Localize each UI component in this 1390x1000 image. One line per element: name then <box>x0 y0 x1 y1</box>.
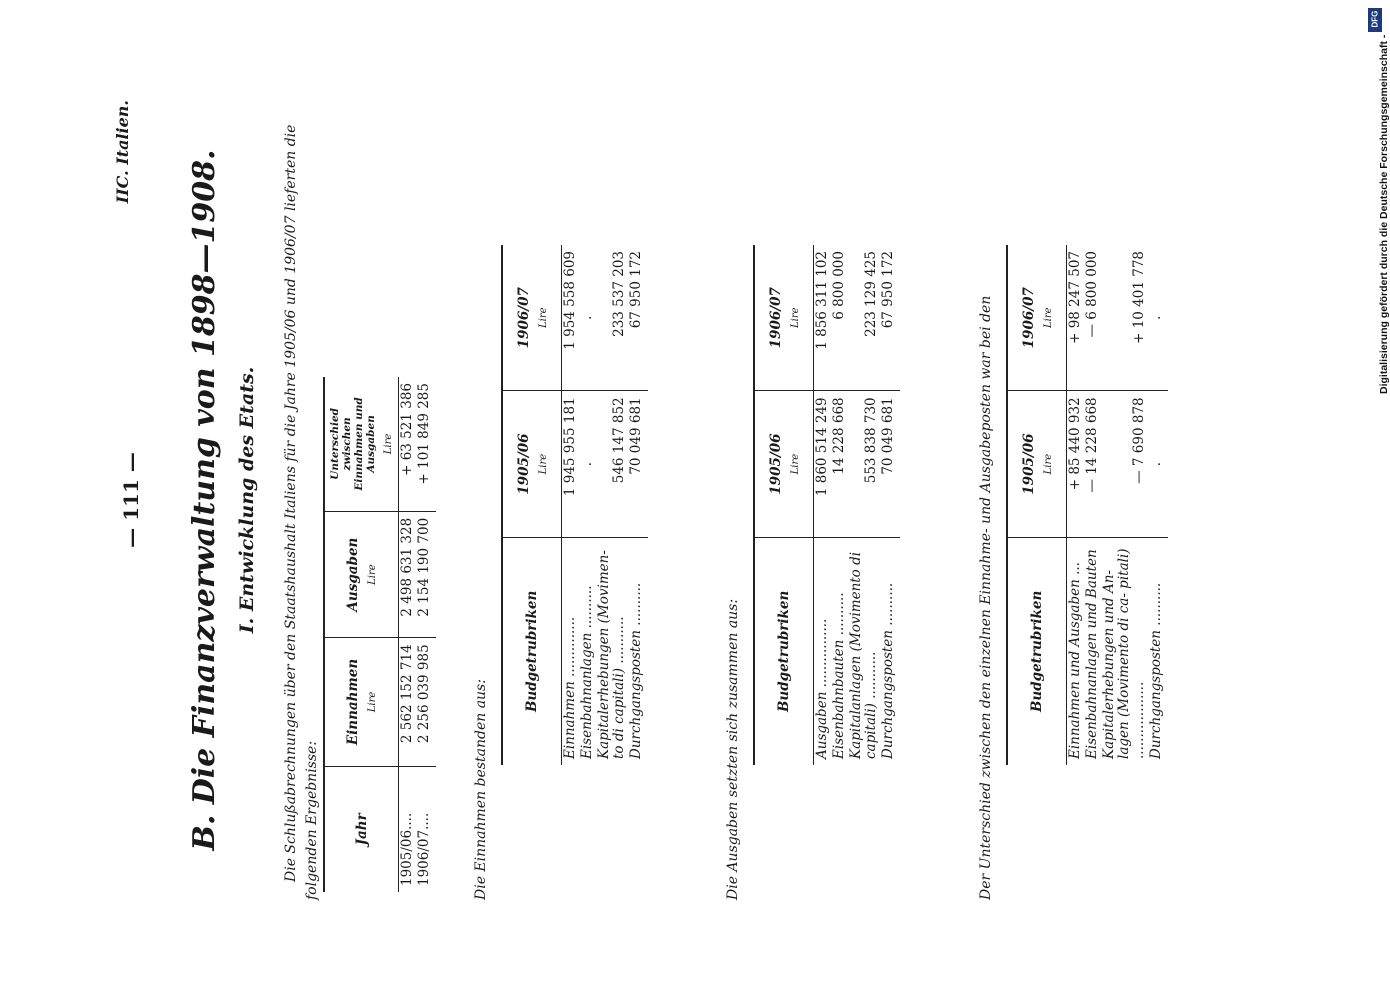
page-subtitle: I. Entwicklung des Etats. <box>236 366 258 634</box>
col-header-budget: Budgetrubriken <box>754 537 814 765</box>
table-row: 1905/06.... 2 562 152 714 2 498 631 328 + 63 521 386 <box>399 377 417 892</box>
dfg-credit-text: Digitalisierung gefördert durch die Deutsche Forschungsgemeinschaft - <box>1378 34 1390 394</box>
col-header-1905: 1905/06 Lire <box>754 391 814 537</box>
table-row: Einnahmen und Ausgaben ... + 85 440 932 + 98 247 507 <box>1067 245 1085 765</box>
col-header-difference: Unterschied zwischen Einnahmen und Ausgaben Lire <box>324 377 399 511</box>
intro-paragraph: Die Schlußabrechnungen über den Staatshaushalt Italiens für die Jahre 1905/06 und 1906/07 lieferten die folgenden Ergebnisse: <box>283 124 320 900</box>
table-unterschied <box>1006 245 1168 765</box>
col-header-year: Jahr <box>324 766 399 892</box>
table-row: Kapitalerhebungen (Movimen- to di capitali) ........... 546 147 852 233 537 203 <box>596 245 628 765</box>
col-header-1905: 1905/06 Lire <box>502 391 562 537</box>
col-header-expenses: Ausgaben Lire <box>324 511 399 638</box>
table-row: Eisenbahnbauten .......... 14 228 668 6 800 000 <box>831 245 848 765</box>
table-row: 1906/07.... 2 256 039 985 2 154 190 700 + 101 849 285 <box>416 377 436 892</box>
ausgaben-intro: Die Ausgaben setzten sich zusammen aus: <box>725 598 741 900</box>
unterschied-intro: Der Unterschied zwischen den einzelnen Einnahme- und Ausgabeposten war bei den <box>978 295 994 900</box>
col-header-1906: 1906/07 Lire <box>1007 245 1067 391</box>
table-row: Kapitalerhebungen und An- lagen (Movimento di ca- pitali) .................. — 7 690 878 + 10 401 778 <box>1101 245 1148 765</box>
table-row: Durchgangsposten .......... . . <box>1148 245 1168 765</box>
dfg-credit <box>1360 6 1390 394</box>
table-einnahmen <box>501 245 648 765</box>
section-header: IIC. Italien. <box>113 100 132 204</box>
page-title: B. Die Finanzverwaltung von 1898—1908. <box>187 149 222 851</box>
page-number: — 111 — <box>119 452 143 548</box>
table-row: Kapitalanlagen (Movimento di capitali) ........... 553 838 730 223 129 425 <box>848 245 880 765</box>
table-row: Durchgangsposten .......... 70 049 681 67 950 172 <box>628 245 648 765</box>
rotated-sheet <box>91 90 1291 910</box>
col-header-income: Einnahmen Lire <box>324 638 399 766</box>
table-row: Einnahmen .............. 1 945 955 181 1 954 558 609 <box>562 245 580 765</box>
einnahmen-intro: Die Einnahmen bestanden aus: <box>473 679 489 900</box>
dfg-logo: DFG <box>1368 8 1382 32</box>
col-header-1906: 1906/07 Lire <box>502 245 562 391</box>
col-header-budget: Budgetrubriken <box>502 537 562 765</box>
table-row: Eisenbahnanlagen .......... . . <box>579 245 596 765</box>
col-header-1905: 1905/06 Lire <box>1007 391 1067 537</box>
table-ausgaben <box>753 245 900 765</box>
table-results <box>323 377 436 892</box>
col-header-budget: Budgetrubriken <box>1007 537 1067 765</box>
table-row: Durchgangsposten .......... 70 049 681 67 950 172 <box>880 245 900 765</box>
table-row: Ausgaben ................ 1 860 514 249 1 856 311 102 <box>814 245 832 765</box>
col-header-1906: 1906/07 Lire <box>754 245 814 391</box>
table-row: Eisenbahnanlagen und Bauten — 14 228 668 — 6 800 000 <box>1084 245 1101 765</box>
